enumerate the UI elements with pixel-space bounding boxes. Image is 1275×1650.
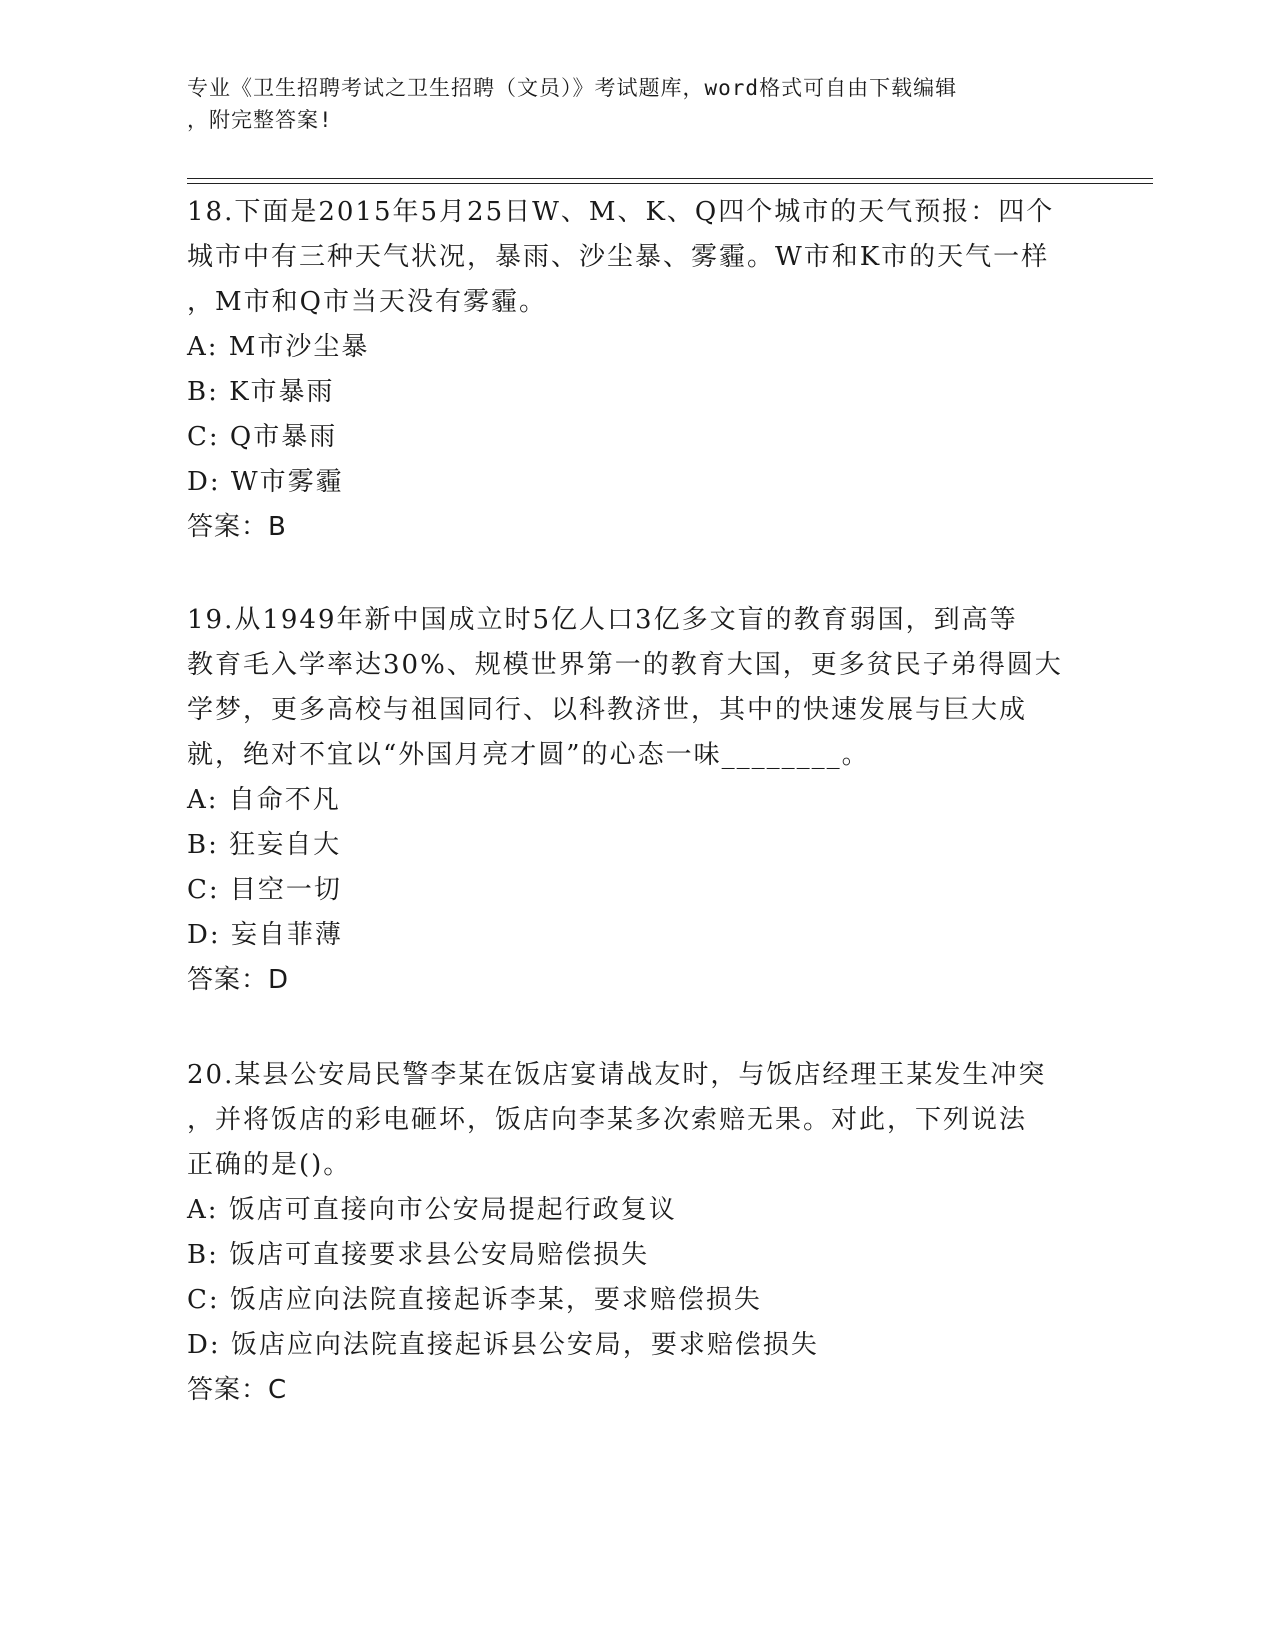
stem-line: 学梦，更多高校与祖国同行、以科教济世，其中的快速发展与巨大成 — [187, 695, 1028, 725]
answer: 答案：C — [187, 1375, 288, 1405]
option-d: D: W市雾霾 — [187, 467, 344, 497]
option-d: D: 饭店应向法院直接起诉县公安局，要求赔偿损失 — [187, 1330, 819, 1360]
option-b: B: 狂妄自大 — [187, 830, 342, 860]
stem-line: 18.下面是2015年5月25日W、M、K、Q四个城市的天气预报：四个 — [187, 197, 1055, 227]
header-divider-top — [187, 178, 1153, 179]
question-18 — [187, 190, 1087, 550]
option-c: C: Q市暴雨 — [187, 422, 338, 452]
stem-line: 教育毛入学率达30%、规模世界第一的教育大国，更多贫民子弟得圆大 — [187, 650, 1063, 680]
question-20 — [187, 1053, 1087, 1413]
option-c: C: 饭店应向法院直接起诉李某，要求赔偿损失 — [187, 1285, 762, 1315]
question-19 — [187, 598, 1087, 1003]
header-line-2: ，附完整答案! — [187, 108, 333, 132]
answer: 答案：D — [187, 965, 290, 995]
option-d: D: 妄自菲薄 — [187, 920, 343, 950]
stem-line: 20.某县公安局民警李某在饭店宴请战友时，与饭店经理王某发生冲突 — [187, 1060, 1047, 1090]
stem-line: 就，绝对不宜以“外国月亮才圆”的心态一味________。 — [187, 740, 870, 770]
question-stem — [187, 190, 1087, 325]
question-stem — [187, 1053, 1087, 1188]
stem-line: ，M市和Q市当天没有雾霾。 — [187, 287, 547, 317]
stem-line: ，并将饭店的彩电砸坏，饭店向李某多次索赔无果。对此，下列说法 — [187, 1105, 1028, 1135]
stem-line: 城市中有三种天气状况，暴雨、沙尘暴、雾霾。W市和K市的天气一样 — [187, 242, 1050, 272]
option-a: A: M市沙尘暴 — [187, 332, 370, 362]
option-b: B: K市暴雨 — [187, 377, 335, 407]
document-header — [187, 72, 1067, 136]
answer: 答案：B — [187, 512, 287, 542]
stem-line: 正确的是()。 — [187, 1150, 352, 1180]
option-c: C: 目空一切 — [187, 875, 342, 905]
option-b: B: 饭店可直接要求县公安局赔偿损失 — [187, 1240, 650, 1270]
stem-line: 19.从1949年新中国成立时5亿人口3亿多文盲的教育弱国，到高等 — [187, 605, 1018, 635]
header-line-1: 专业《卫生招聘考试之卫生招聘（文员）》考试题库，word格式可自由下载编辑 — [187, 76, 958, 100]
question-stem — [187, 598, 1087, 778]
option-a: A: 饭店可直接向市公安局提起行政复议 — [187, 1195, 677, 1225]
header-divider-bottom — [187, 183, 1153, 184]
option-a: A: 自命不凡 — [187, 785, 341, 815]
